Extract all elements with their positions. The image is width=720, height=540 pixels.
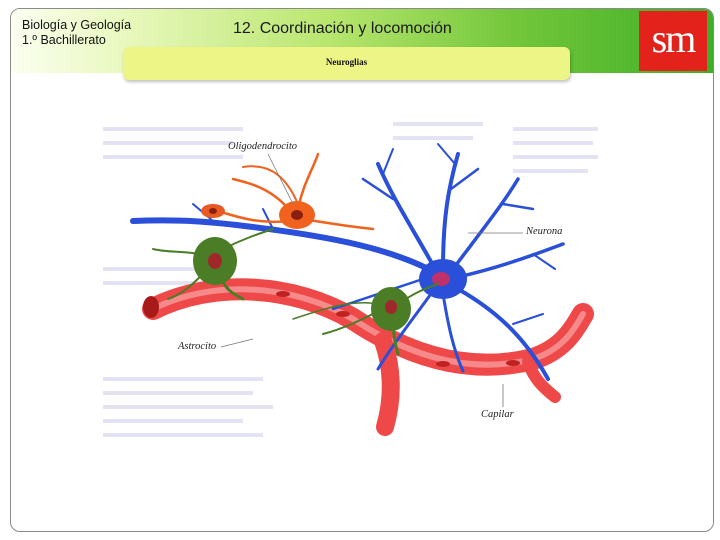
label-capillary: Capilar bbox=[481, 409, 514, 420]
neuroglia-illustration bbox=[93, 109, 613, 449]
slide-frame bbox=[10, 8, 714, 532]
neuroglia-diagram bbox=[93, 109, 613, 449]
sm-logo bbox=[639, 11, 707, 71]
topic-banner bbox=[123, 47, 570, 80]
label-oligodendrocyte: Oligodendrocito bbox=[228, 141, 298, 152]
label-neuron: Neurona bbox=[526, 226, 563, 237]
logo-text: sm bbox=[651, 16, 695, 61]
faded-background-text bbox=[103, 124, 598, 435]
slide-title: 12. Coordinación y locomoción bbox=[233, 20, 452, 37]
subject-block bbox=[22, 18, 131, 48]
label-astrocyte: Astrocito bbox=[178, 341, 217, 352]
course-level: 1.º Bachillerato bbox=[22, 33, 106, 47]
subject-name: Biología y Geología bbox=[22, 18, 132, 32]
topic-banner-text: Neuroglias bbox=[325, 57, 368, 67]
